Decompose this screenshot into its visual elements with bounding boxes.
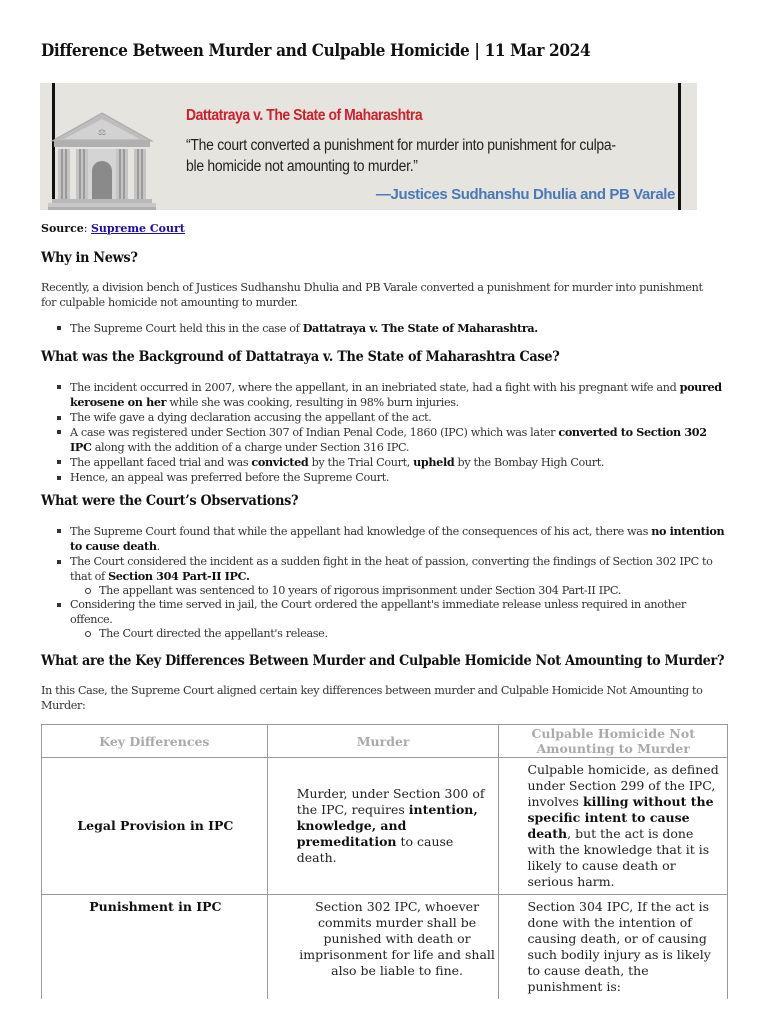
- banner-quote-line: “The court converted a punishment for murder into punishment for culpa-: [186, 137, 616, 154]
- list-item-text: Hence, an appeal was preferred before the Supreme Court.: [70, 470, 390, 484]
- list-item: [41, 321, 731, 336]
- section-heading-background: What was the Background of Dattatraya v. The State of Maharashtra Case?: [41, 349, 560, 365]
- list-item-bold: convicted: [251, 455, 309, 470]
- list-item: [41, 524, 731, 555]
- table-header-row: [42, 725, 728, 758]
- banner-attribution: —Justices Sudhanshu Dhulia and PB Varale: [375, 186, 675, 203]
- section-heading-key-differences: What are the Key Differences Between Murder and Culpable Homicide Not Amounting to Murder?: [41, 653, 725, 669]
- column-header: Key Differences: [42, 725, 268, 758]
- source-separator: :: [83, 222, 91, 235]
- why-in-news-paragraph: Recently, a division bench of Justices Sudhanshu Dhulia and PB Varale converted a punishment for murder into punishment for culpable homicide not amounting to murder.: [41, 281, 703, 309]
- sub-list-item: The appellant was sentenced to 10 years of rigorous imprisonment under Section 304 Part-II IPC.: [70, 584, 731, 598]
- cell-text: Murder, under Section 300 of the IPC, requires: [296, 786, 485, 817]
- source-line: [41, 222, 185, 235]
- table-row: [42, 758, 728, 895]
- list-item-text: by the Bombay High Court.: [454, 456, 605, 470]
- court-building-icon: [48, 111, 156, 210]
- why-in-news-list: [41, 321, 731, 336]
- table-cell-culpable: [499, 758, 728, 895]
- list-item-text: The appellant faced trial and was: [70, 456, 252, 470]
- list-item: [41, 555, 731, 599]
- background-list: [41, 380, 731, 485]
- section-heading-why-in-news: Why in News?: [41, 250, 138, 266]
- table-cell-key: Punishment in IPC: [42, 895, 268, 1000]
- list-item-bold: Dattatraya v. The State of Maharashtra.: [302, 321, 538, 335]
- list-item-text: The incident occurred in 2007, where the appellant, in an inebriated state, had a fight with his pregnant wife and: [70, 381, 680, 394]
- list-item: [41, 380, 731, 411]
- observations-list: [41, 524, 731, 641]
- table-cell-culpable: [499, 895, 728, 1000]
- banner-case-title: Dattatraya v. The State of Maharashtra: [186, 107, 423, 124]
- table-cell-murder: [267, 895, 499, 1000]
- table-cell-murder: [267, 758, 499, 895]
- list-item-text: while she was cooking, resulting in 98% burn injuries.: [166, 396, 459, 410]
- list-item-text: .: [156, 540, 160, 554]
- list-item: [41, 471, 731, 485]
- list-item-bold: poured kerosene on her: [70, 380, 722, 410]
- cell-bold: killing without the specific intent to cause death: [527, 794, 714, 841]
- page-title: Difference Between Murder and Culpable Homicide | 11 Mar 2024: [41, 41, 591, 60]
- list-item-bold: Section 304 Part-II IPC.: [108, 568, 250, 583]
- cell-text: , but the act is done with the knowledge that it is likely to cause death or serious harm.: [527, 826, 710, 889]
- cell-text: to cause death.: [296, 834, 454, 865]
- differences-table: [41, 724, 728, 999]
- cell-text: Section 304 IPC, If the act is done with the intention of causing death, or of causing such bodily injury as is likely to cause death, the punishment is:: [527, 899, 711, 994]
- case-banner-image: [40, 83, 697, 210]
- column-header: Murder: [267, 725, 499, 758]
- list-item: [41, 455, 731, 470]
- column-header: Culpable Homicide Not Amounting to Murder: [499, 725, 728, 758]
- list-item-text: along with the addition of a charge under Section 316 IPC.: [91, 441, 410, 455]
- svg-text:⚖: ⚖: [97, 128, 107, 138]
- list-item-bold: no intention to cause death: [70, 524, 725, 554]
- list-item: [41, 425, 731, 456]
- list-item-bold: converted to Section 302 IPC: [70, 424, 707, 455]
- table-cell-key: Legal Provision in IPC: [42, 758, 268, 895]
- list-item-text: by the Trial Court,: [308, 456, 414, 470]
- sub-list-item: The Court directed the appellant's release.: [70, 627, 731, 641]
- banner-quote: [186, 135, 690, 177]
- list-item-text: The Court considered the incident as a sudden fight in the heat of passion, converting the findings of Section 302 IPC to that of: [70, 554, 713, 583]
- key-differences-intro: In this Case, the Supreme Court aligned certain key differences between murder and Culpable Homicide Not Amounting to Murder:: [41, 684, 703, 712]
- section-heading-observations: What were the Court’s Observations?: [41, 493, 299, 509]
- sub-list: [70, 627, 731, 641]
- list-item-text: The Supreme Court found that while the appellant had knowledge of the consequences of his act, there was: [70, 525, 652, 538]
- list-item-bold: upheld: [413, 455, 455, 470]
- table-row: [42, 895, 728, 1000]
- cell-text: Culpable homicide, as defined under Section 299 of the IPC, involves: [527, 762, 719, 809]
- list-item: [41, 411, 731, 425]
- banner-quote-line: ble homicide not amounting to murder.”: [186, 158, 418, 175]
- cell-text: Section 302 IPC, whoever commits murder shall be punished with death or imprisonment for life and shall also be liable to fine.: [299, 899, 495, 978]
- banner-right-rule: [678, 83, 681, 210]
- list-item-text: A case was registered under Section 307 of Indian Penal Code, 1860 (IPC) which was later: [70, 425, 559, 439]
- cell-bold: intention, knowledge, and premeditation: [296, 802, 478, 849]
- source-link[interactable]: Supreme Court: [90, 222, 185, 235]
- list-item-text: Considering the time served in jail, the Court ordered the appellant's immediate release unless required in another offence.: [70, 598, 686, 626]
- list-item-text: The wife gave a dying declaration accusing the appellant of the act.: [70, 410, 432, 424]
- source-label: Source: [41, 222, 84, 235]
- list-item: [41, 598, 731, 641]
- list-item-text: The Supreme Court held this in the case of: [70, 322, 303, 335]
- sub-list: [70, 584, 731, 598]
